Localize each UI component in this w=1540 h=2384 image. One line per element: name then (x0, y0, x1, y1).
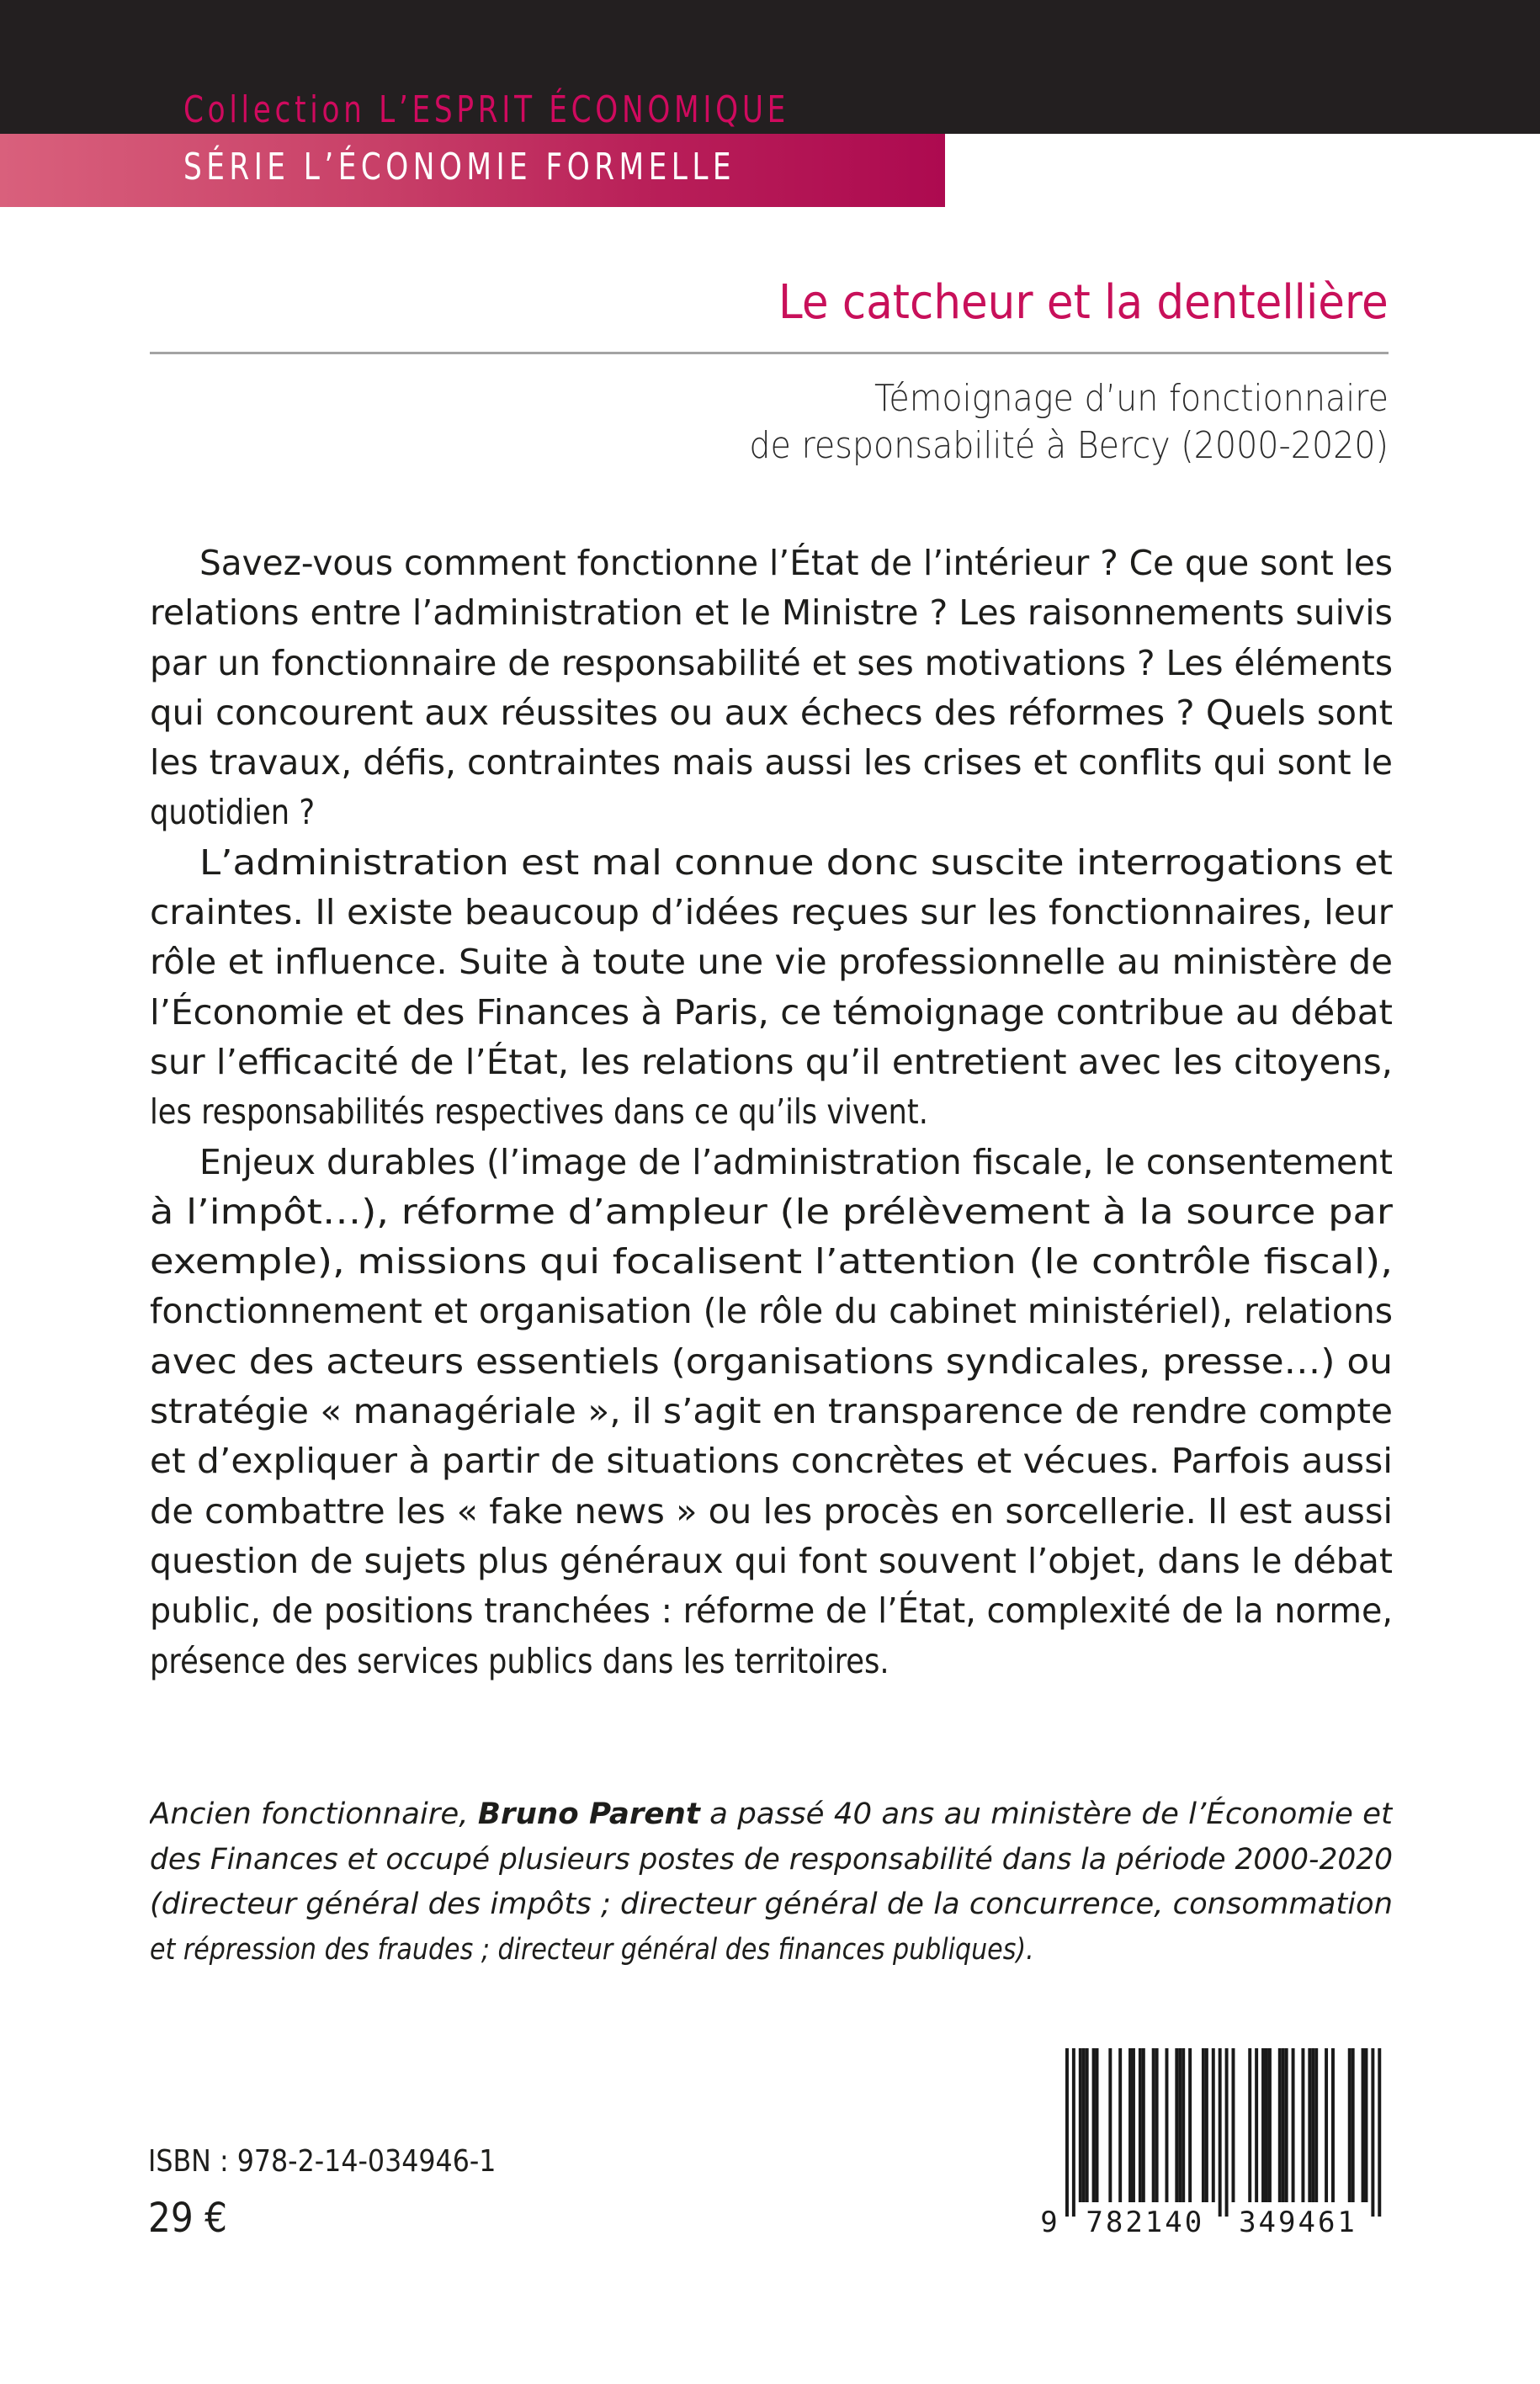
barcode-bar (1188, 2048, 1192, 2202)
barcode-bar (1082, 2048, 1086, 2202)
barcode-bar (1202, 2048, 1205, 2202)
barcode-bar (1175, 2048, 1178, 2202)
barcode-bar (1079, 2048, 1082, 2202)
blurb-line: par un fonctionnaire de responsabilité et ses motivations ? Les éléments (150, 642, 1393, 683)
barcode-bar (1325, 2048, 1328, 2202)
series-name: SÉRIE L’ÉCONOMIE FORMELLE (183, 146, 736, 188)
bio-line: (directeur général des impôts ; directeur général de la concurrence, consommation (150, 1888, 1393, 1921)
barcode-bar (1108, 2048, 1112, 2202)
barcode-bar (1314, 2048, 1318, 2202)
barcode-bar (1178, 2048, 1182, 2202)
blurb-line: L’administration est mal connue donc suscite interrogations et (199, 842, 1393, 883)
subtitle-line: de responsabilité à Bercy (2000-2020) (749, 424, 1389, 467)
barcode-bar (1128, 2048, 1132, 2202)
author-bio (150, 1792, 1393, 1973)
blurb-line: présence des services publics dans les territoires. (150, 1640, 889, 1681)
barcode-bar (1132, 2048, 1135, 2202)
book-title: Le catcheur et la dentellière (778, 275, 1389, 330)
isbn: ISBN : 978-2-14-034946-1 (148, 2144, 497, 2179)
barcode-bar (1219, 2048, 1222, 2217)
barcode-bar (1265, 2048, 1268, 2202)
barcode-bar (1142, 2048, 1145, 2202)
barcode-bar (1311, 2048, 1314, 2202)
barcode-bar (1152, 2048, 1155, 2202)
barcode-bar (1139, 2048, 1142, 2202)
barcode-bar (1348, 2048, 1351, 2202)
barcode (1040, 2045, 1394, 2238)
barcode-bar (1118, 2048, 1122, 2202)
barcode-bar (1308, 2048, 1311, 2202)
barcode-bar (1278, 2048, 1282, 2202)
book-subtitle (749, 375, 1389, 470)
barcode-bar (1292, 2048, 1295, 2202)
blurb (150, 539, 1393, 1686)
collection-name: Collection L’ESPRIT ÉCONOMIQUE (183, 88, 790, 131)
barcode-bar (1096, 2048, 1099, 2202)
barcode-bar (1362, 2048, 1365, 2202)
barcode-left-digits: 782140 (1086, 2206, 1205, 2238)
subtitle-line: Témoignage d’un fonctionnaire (874, 377, 1389, 420)
blurb-line: Enjeux durables (l’image de l’administration fiscale, le consentement (199, 1141, 1393, 1182)
barcode-bar (1086, 2048, 1089, 2202)
bio-line: des Finances et occupé plusieurs postes de responsabilité dans la période 2000-2020 (150, 1842, 1393, 1877)
barcode-bar (1232, 2048, 1235, 2202)
barcode-bar (1092, 2048, 1096, 2202)
barcode-bar (1282, 2048, 1285, 2202)
barcode-bar (1182, 2048, 1185, 2202)
barcode-bar (1166, 2048, 1169, 2202)
blurb-line: avec des acteurs essentiels (organisations syndicales, presse…) ou (150, 1341, 1393, 1382)
barcode-bar (1248, 2048, 1251, 2202)
barcode-bar (1365, 2048, 1368, 2202)
blurb-line: Savez-vous comment fonctionne l’État de l’intérieur ? Ce que sont les (199, 543, 1393, 583)
blurb-line: relations entre l’administration et le Ministre ? Les raisonnements suivis (150, 592, 1393, 634)
barcode-bar (1072, 2048, 1075, 2217)
barcode-bar (1205, 2048, 1208, 2202)
blurb-line: à l’impôt…), réforme d’ampleur (le prélèvement à la source par (150, 1191, 1393, 1232)
blurb-line: l’Économie et des Finances à Paris, ce témoignage contribue au débat (150, 991, 1393, 1033)
blurb-line: stratégie « managériale », il s’agit en transparence de rendre compte (150, 1391, 1393, 1432)
barcode-bar (1065, 2048, 1069, 2217)
barcode-bar (1268, 2048, 1272, 2202)
barcode-bar (1371, 2048, 1374, 2217)
blurb-line: qui concourent aux réussites ou aux échecs des réformes ? Quels sont (150, 692, 1393, 733)
barcode-bar (1255, 2048, 1258, 2202)
blurb-line: sur l’efficacité de l’État, les relations qu’il entretient avec les citoyens, (150, 1041, 1393, 1082)
blurb-line: de combattre les « fake news » ou les procès en sorcellerie. Il est aussi (150, 1490, 1393, 1532)
barcode-first-digit: 9 (1040, 2206, 1060, 2238)
blurb-line: question de sujets plus généraux qui font souvent l’objet, dans le débat (150, 1540, 1393, 1581)
barcode-bar (1212, 2048, 1215, 2202)
blurb-line: les travaux, défis, contraintes mais aussi les crises et conflits qui sont le (150, 742, 1393, 783)
blurb-line: les responsabilités respectives dans ce qu’ils vivent. (150, 1091, 928, 1133)
blurb-line: rôle et influence. Suite à toute une vie professionnelle au ministère de (150, 942, 1393, 983)
blurb-line: quotidien ? (150, 792, 316, 833)
price: 29 € (148, 2195, 228, 2242)
blurb-line: et d’expliquer à partir de situations concrètes et vécues. Parfois aussi (150, 1441, 1393, 1482)
blurb-line: fonctionnement et organisation (le rôle du cabinet ministériel), relations (150, 1291, 1393, 1332)
barcode-right-digits: 349461 (1239, 2206, 1357, 2238)
author-name: Bruno Parent (477, 1797, 700, 1831)
blurb-line: exemple), missions qui focalisent l’attention (le contrôle fiscal), (150, 1241, 1393, 1282)
bio-line: Ancien fonctionnaire, Bruno Parent a passé 40 ans au ministère de l’Économie et (150, 1797, 1393, 1831)
barcode-bar (1331, 2048, 1335, 2202)
barcode-bar (1378, 2048, 1381, 2217)
blurb-line: craintes. Il existe beaucoup d’idées reçues sur les fonctionnaires, leur (150, 892, 1393, 933)
barcode-bar (1285, 2048, 1288, 2202)
bio-line: et répression des fraudes ; directeur général des finances publiques). (150, 1932, 1034, 1967)
blurb-line: public, de positions tranchées : réforme de l’État, complexité de la norme, (150, 1590, 1393, 1632)
barcode-bar (1301, 2048, 1304, 2202)
barcode-bar (1261, 2048, 1265, 2202)
title-divider (150, 352, 1389, 354)
barcode-graphic (1040, 2045, 1394, 2238)
barcode-bar (1225, 2048, 1229, 2217)
barcode-bar (1351, 2048, 1355, 2202)
barcode-bar (1155, 2048, 1159, 2202)
